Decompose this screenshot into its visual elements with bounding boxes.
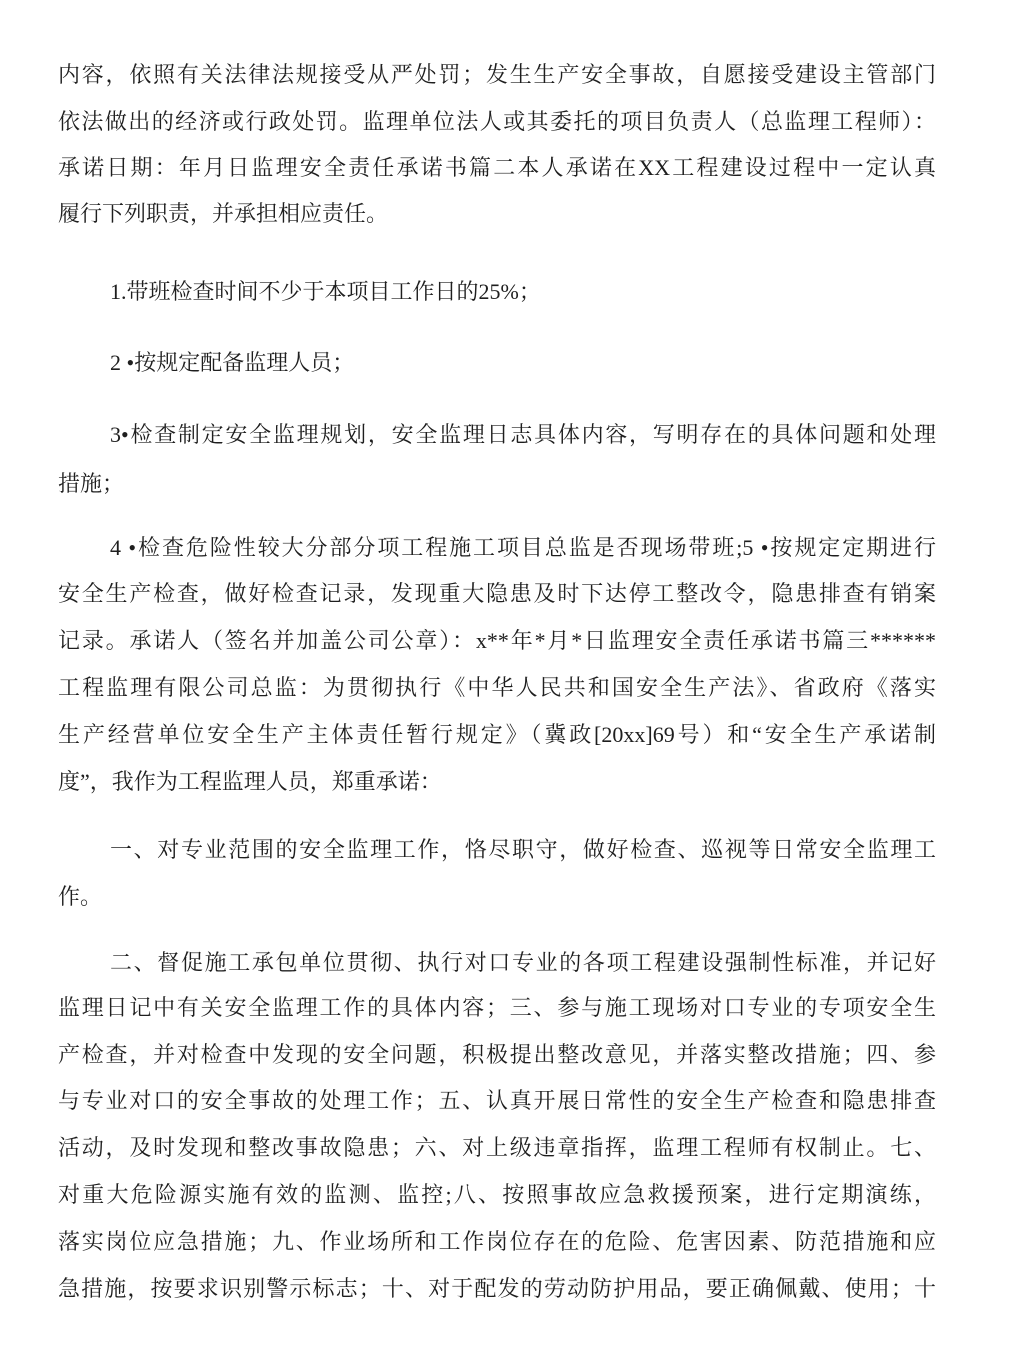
text-line: 与专业对口的安全事故的处理工作；五、认真开展日常性的安全生产检查和隐患排查 — [58, 1088, 936, 1113]
text-line: 3•检查制定安全监理规划，安全监理日志具体内容，写明存在的具体问题和处理 — [110, 422, 936, 447]
text-line: 依法做出的经济或行政处罚。监理单位法人或其委托的项目负责人（总监理工程师）： — [58, 109, 936, 134]
text-line: 工程监理有限公司总监：为贯彻执行《中华人民共和国安全生产法》、省政府《落实 — [58, 675, 936, 700]
text-line: 一、对专业范围的安全监理工作，恪尽职守，做好检查、巡视等日常安全监理工 — [110, 837, 936, 862]
text-line: 度”，我作为工程监理人员，郑重承诺： — [58, 769, 442, 794]
text-line: 4 •检查危险性较大分部分项工程施工项目总监是否现场带班;5 •按规定定期进行 — [110, 535, 936, 560]
text-line: 作。 — [58, 884, 103, 909]
text-line: 1.带班检查时间不少于本项目工作日的25%； — [110, 279, 541, 304]
text-line: 活动，及时发现和整改事故隐患；六、对上级违章指挥，监理工程师有权制止。七、 — [58, 1135, 936, 1160]
text-line: 监理日记中有关安全监理工作的具体内容；三、参与施工现场对口专业的专项安全生 — [58, 995, 936, 1020]
text-line: 2 •按规定配备监理人员； — [110, 350, 355, 375]
text-line: 措施； — [58, 471, 125, 496]
text-line: 履行下列职责，并承担相应责任。 — [58, 201, 389, 226]
text-line: 承诺日期：年月日监理安全责任承诺书篇二本人承诺在XX工程建设过程中一定认真 — [58, 155, 936, 180]
text-line: 对重大危险源实施有效的监测、监控;八、按照事故应急救援预案，进行定期演练， — [58, 1182, 936, 1207]
text-line: 急措施，按要求识别警示标志；十、对于配发的劳动防护用品，要正确佩戴、使用；十 — [58, 1276, 936, 1301]
text-line: 内容，依照有关法律法规接受从严处罚；发生生产安全事故，自愿接受建设主管部门 — [58, 62, 936, 87]
text-line: 产检查，并对检查中发现的安全问题，积极提出整改意见，并落实整改措施；四、参 — [58, 1042, 936, 1067]
text-line: 生产经营单位安全生产主体责任暂行规定》（冀政[20xx]69号）和“安全生产承诺制 — [58, 722, 936, 747]
text-line: 记录。承诺人（签名并加盖公司公章）：x**年*月*日监理安全责任承诺书篇三****** — [58, 628, 936, 653]
text-line: 落实岗位应急措施；九、作业场所和工作岗位存在的危险、危害因素、防范措施和应 — [58, 1229, 936, 1254]
text-line: 二、督促施工承包单位贯彻、执行对口专业的各项工程建设强制性标准，并记好 — [110, 950, 936, 975]
text-line: 安全生产检查，做好检查记录，发现重大隐患及时下达停工整改令，隐患排查有销案 — [58, 581, 936, 606]
